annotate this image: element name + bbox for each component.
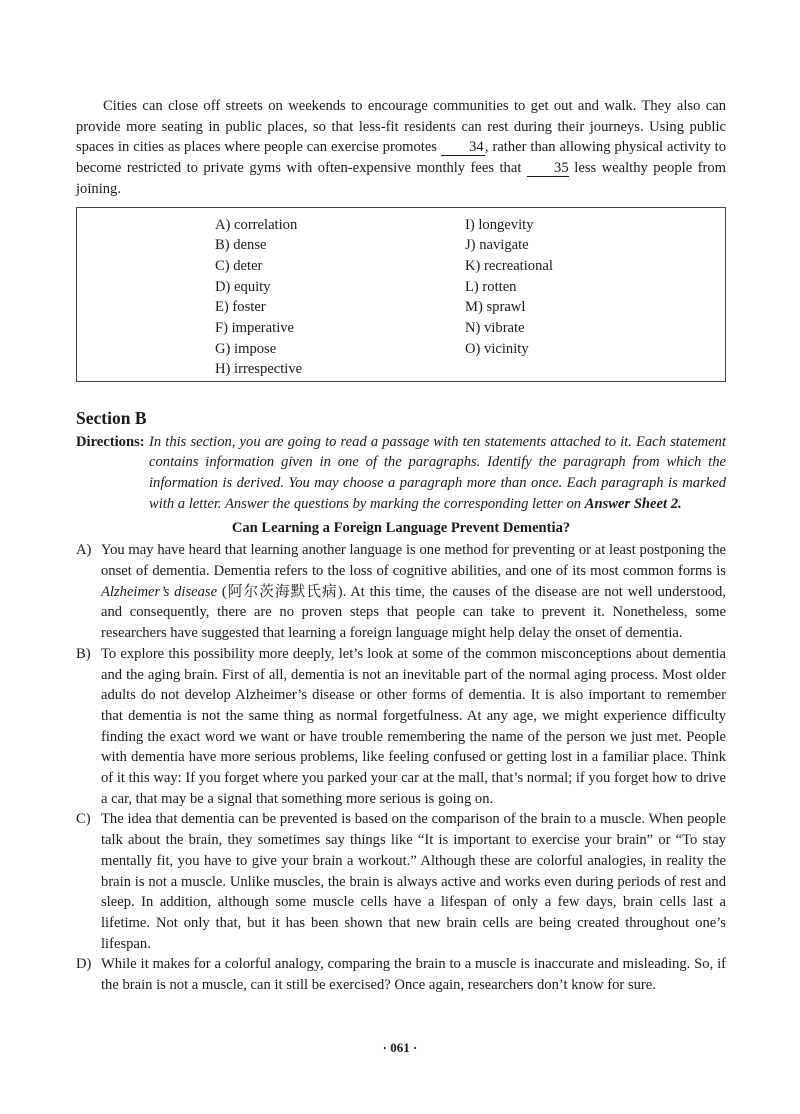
paragraph-letter: D) <box>76 956 92 973</box>
paragraph-letter: C) <box>76 811 91 828</box>
word-option: D) equity <box>215 278 271 295</box>
blank-35[interactable]: 35 <box>527 161 569 177</box>
paragraph-b <box>76 644 726 810</box>
word-option: H) irrespective <box>215 361 303 378</box>
paragraph-a-italic: Alzheimer’s disease <box>101 583 218 600</box>
word-option: F) imperative <box>215 319 295 336</box>
word-option: J) navigate <box>465 237 529 254</box>
paragraph-d <box>76 954 726 995</box>
intro-part2: , rather than allowing physical activity to become restricted to private gyms with often-expensive monthly fees that <box>76 139 727 177</box>
paragraph-text: The idea that dementia can be prevented is based on the comparison of the brain to a muscle. When people talk about the brain, they sometimes say things like “It is important to exercise your brain” or “To stay mentally fit, you have to give your brain a workout.” Although these are colorful analogies, in reality the brain is not a muscle. Unlike muscles, the brain is always active and works even during periods of rest and sleep. In addition, although some muscle cells have a lifespan of only a few days, brain cells last a lifetime. Not only that, but it has been shown that new brain cells are being created throughout one’s lifespan. <box>101 811 726 952</box>
directions-answer-sheet: Answer Sheet 2. <box>584 495 682 512</box>
paragraph-text <box>101 540 726 644</box>
paragraph-letter: B) <box>76 645 91 662</box>
word-option: B) dense <box>215 237 267 254</box>
paragraph-a-text-1: You may have heard that learning another language is one method for preventing or at least postponing the onset of dementia. Dementia refers to the loss of cognitive abilities, and one of its most common forms is <box>101 542 726 580</box>
page-number: · 061 · <box>382 1040 418 1055</box>
directions-label: Directions: <box>76 433 145 450</box>
word-bank <box>76 207 726 382</box>
paragraph-text: While it makes for a colorful analogy, comparing the brain to a muscle is inaccurate and misleading. So, if the brain is not a muscle, can it still be exercised? Once again, researchers don’t know for sure. <box>101 956 726 994</box>
word-option: N) vibrate <box>465 319 525 336</box>
blank-34[interactable]: 34 <box>441 140 485 156</box>
word-option: G) impose <box>215 340 277 357</box>
directions-body: In this section, you are going to read a passage with ten statements attached to it. Each statement contains information given in one of the paragraphs. Identify the paragraph from which the information is derived. You may choose a paragraph more than once. Each paragraph is marked with a letter. Answer the questions by marking the corresponding letter on <box>149 433 726 512</box>
word-option: O) vicinity <box>465 340 529 357</box>
word-bank-left-column <box>215 215 302 381</box>
word-option: I) longevity <box>465 216 534 233</box>
word-option: A) correlation <box>215 216 298 233</box>
page-content <box>76 96 726 996</box>
directions <box>76 432 726 515</box>
paragraph-text: To explore this possibility more deeply, let’s look at some of the common misconceptions about dementia and the aging brain. First of all, dementia is not an inevitable part of the normal aging process. Most older adults do not develop Alzheimer’s disease or other forms of dementia. It is also important to remember that dementia is not the same thing as normal forgetfulness. At any age, we might experience difficulty finding the exact word we want or have trouble remembering the name of the person we just met. People with dementia have more serious problems, like feeling confused or getting lost in a familiar place. Think of it this way: If you forget where you parked your car at the mall, that’s normal; if you forget how to drive a car, that may be a signal that something more serious is going on. <box>101 645 726 807</box>
word-option: K) recreational <box>465 257 553 274</box>
section-title: Section B <box>76 407 147 428</box>
word-option: E) foster <box>215 299 266 316</box>
paragraph-c <box>76 809 726 954</box>
intro-paragraph <box>76 96 726 200</box>
word-option: C) deter <box>215 257 263 274</box>
intro-part1: Cities can close off streets on weekends to encourage communities to get out and walk. They also can provide more seating in public places, so that less-fit residents can rest during their journeys. Using public spaces in cities as places where people can exercise promotes <box>76 98 726 156</box>
paragraph-letter: A) <box>76 542 92 559</box>
directions-text <box>149 432 726 515</box>
word-option: M) sprawl <box>465 299 526 316</box>
word-bank-right-column <box>465 215 553 360</box>
word-option: L) rotten <box>465 278 517 295</box>
intro-part3: less wealthy people from joining. <box>76 160 726 197</box>
paragraph-a-text-2: (阿尔茨海默氏病). At this time, the causes of the disease are not well understood, and consequently, there are no proven steps that people can take to prevent it. Nonetheless, some researchers have suggested that learning a foreign language might help delay the onset of dementia. <box>101 583 726 642</box>
paragraph-a <box>76 540 726 644</box>
passage-title: Can Learning a Foreign Language Prevent Dementia? <box>231 520 571 537</box>
